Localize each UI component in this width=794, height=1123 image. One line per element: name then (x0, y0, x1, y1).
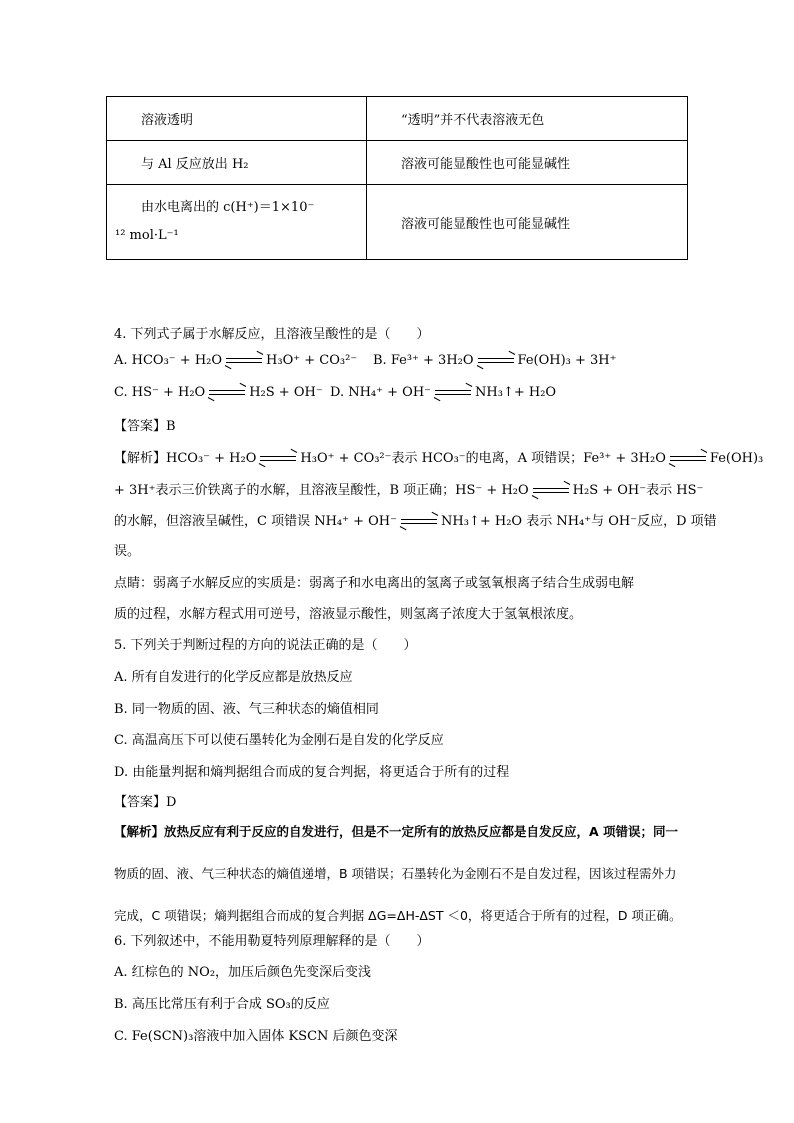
reversible-arrow-icon (478, 356, 514, 366)
question-4-option-d (330, 385, 556, 400)
table-row (107, 185, 688, 260)
question-4-option-a (114, 353, 357, 368)
condition-table (106, 96, 688, 260)
question-6-stem: 6. 下列叙述中，不能用勒夏特列原理解释的是（ ） (114, 934, 430, 949)
question-5-explanation-line-1: 【解析】放热反应有利于反应的自发进行，但是不一定所有的放热反应都是自发反应，A 项错误；同一 (114, 824, 679, 839)
table-cell-condition: 与 Al 反应放出 H₂ (107, 141, 367, 185)
reversible-arrow-icon (226, 356, 262, 366)
table-row (107, 97, 688, 141)
table-cell-note: 溶液可能显酸性也可能显碱性 (367, 185, 688, 260)
option-a-right: H₃O⁺ + CO₃²⁻ (266, 353, 358, 368)
question-4-option-c (114, 385, 323, 400)
question-4-stem: 4. 下列式子属于水解反应，且溶液呈酸性的是（ ） (114, 327, 430, 342)
reversible-arrow-icon (670, 454, 706, 464)
table-cell-note: “透明”并不代表溶液无色 (367, 97, 688, 141)
question-4-answer: 【答案】B (114, 419, 176, 434)
reversible-arrow-icon (435, 388, 471, 398)
question-4-explanation-line-4: 误。 (114, 544, 141, 559)
question-6-option-b: B. 高压比常压有利于合成 SO₃的反应 (114, 997, 330, 1012)
question-4-explanation-line-3 (114, 510, 717, 529)
reversible-arrow-icon (209, 388, 245, 398)
question-5-option-a: A. 所有自发进行的化学反应都是放热反应 (114, 670, 353, 685)
option-d-right: NH₃↑+ H₂O (475, 385, 557, 400)
question-6-option-a: A. 红棕色的 NO₂，加压后颜色先变深后变浅 (114, 965, 372, 980)
table-row (107, 141, 688, 185)
question-4-explanation-line-2 (114, 479, 703, 498)
explanation-text: Fe(OH)₃ (709, 451, 764, 466)
option-b-left: B. Fe³⁺ + 3H₂O (373, 353, 474, 368)
question-5-option-b: B. 同一物质的固、液、气三种状态的熵值相同 (114, 702, 379, 717)
question-4-tip-line-2: 质的过程，水解方程式用可逆号，溶液显示酸性，则氢离子浓度大于氢氧根浓度。 (114, 607, 583, 622)
condition-line-1: 由水电离出的 c(H⁺)＝1×10⁻ (141, 200, 315, 215)
option-a-left: A. HCO₃⁻ + H₂O (114, 353, 223, 368)
question-5-explanation-line-3: 完成，C 项错误；熵判据组合而成的复合判据 ΔG=ΔH-ΔST ＜0，将更适合于所有的过程，D 项正确。 (114, 908, 682, 923)
table-cell-condition (107, 185, 367, 260)
question-4-option-b (373, 353, 617, 368)
question-6-option-c: C. Fe(SCN)₃溶液中加入固体 KSCN 后颜色变深 (114, 1029, 398, 1044)
reversible-arrow-icon (533, 486, 569, 496)
option-b-right: Fe(OH)₃ + 3H⁺ (517, 353, 617, 368)
condition-line-2: ¹² mol·L⁻¹ (115, 228, 179, 243)
explanation-text: + 3H⁺表示三价铁离子的水解，且溶液呈酸性，B 项正确；HS⁻ + H₂O (114, 483, 529, 498)
reversible-arrow-icon (401, 517, 437, 527)
option-d-left: D. NH₄⁺ + OH⁻ (330, 385, 432, 400)
question-5-answer: 【答案】D (114, 795, 177, 810)
question-5-stem: 5. 下列关于判断过程的方向的说法正确的是（ ） (114, 638, 417, 653)
question-4-explanation-line-1 (114, 447, 763, 466)
explanation-text: 【解析】HCO₃⁻ + H₂O (114, 451, 257, 466)
explanation-text: H₂S + OH⁻表示 HS⁻ (572, 483, 704, 498)
question-5-explanation-line-2: 物质的固、液、气三种状态的熵值递增，B 项错误；石墨转化为金刚石不是自发过程，因该过程需外力 (114, 866, 677, 881)
option-c-right: H₂S + OH⁻ (249, 385, 323, 400)
option-c-left: C. HS⁻ + H₂O (114, 385, 206, 400)
explanation-text: NH₃↑+ H₂O 表示 NH₄⁺与 OH⁻反应，D 项错 (441, 514, 717, 529)
question-4-tip-line-1: 点睛：弱离子水解反应的实质是：弱离子和水电离出的氢离子或氢氧根离子结合生成弱电解 (114, 576, 635, 591)
question-5-option-c: C. 高温高压下可以使石墨转化为金刚石是自发的化学反应 (114, 733, 444, 748)
explanation-text: H₃O⁺ + CO₃²⁻表示 HCO₃⁻的电离，A 项错误；Fe³⁺ + 3H₂O (300, 451, 666, 466)
table-cell-condition: 溶液透明 (107, 97, 367, 141)
table-cell-note: 溶液可能显酸性也可能显碱性 (367, 141, 688, 185)
explanation-text: 的水解，但溶液呈碱性，C 项错误 NH₄⁺ + OH⁻ (114, 514, 398, 529)
reversible-arrow-icon (260, 454, 296, 464)
question-5-option-d: D. 由能量判据和熵判据组合而成的复合判据，将更适合于所有的过程 (114, 765, 510, 780)
